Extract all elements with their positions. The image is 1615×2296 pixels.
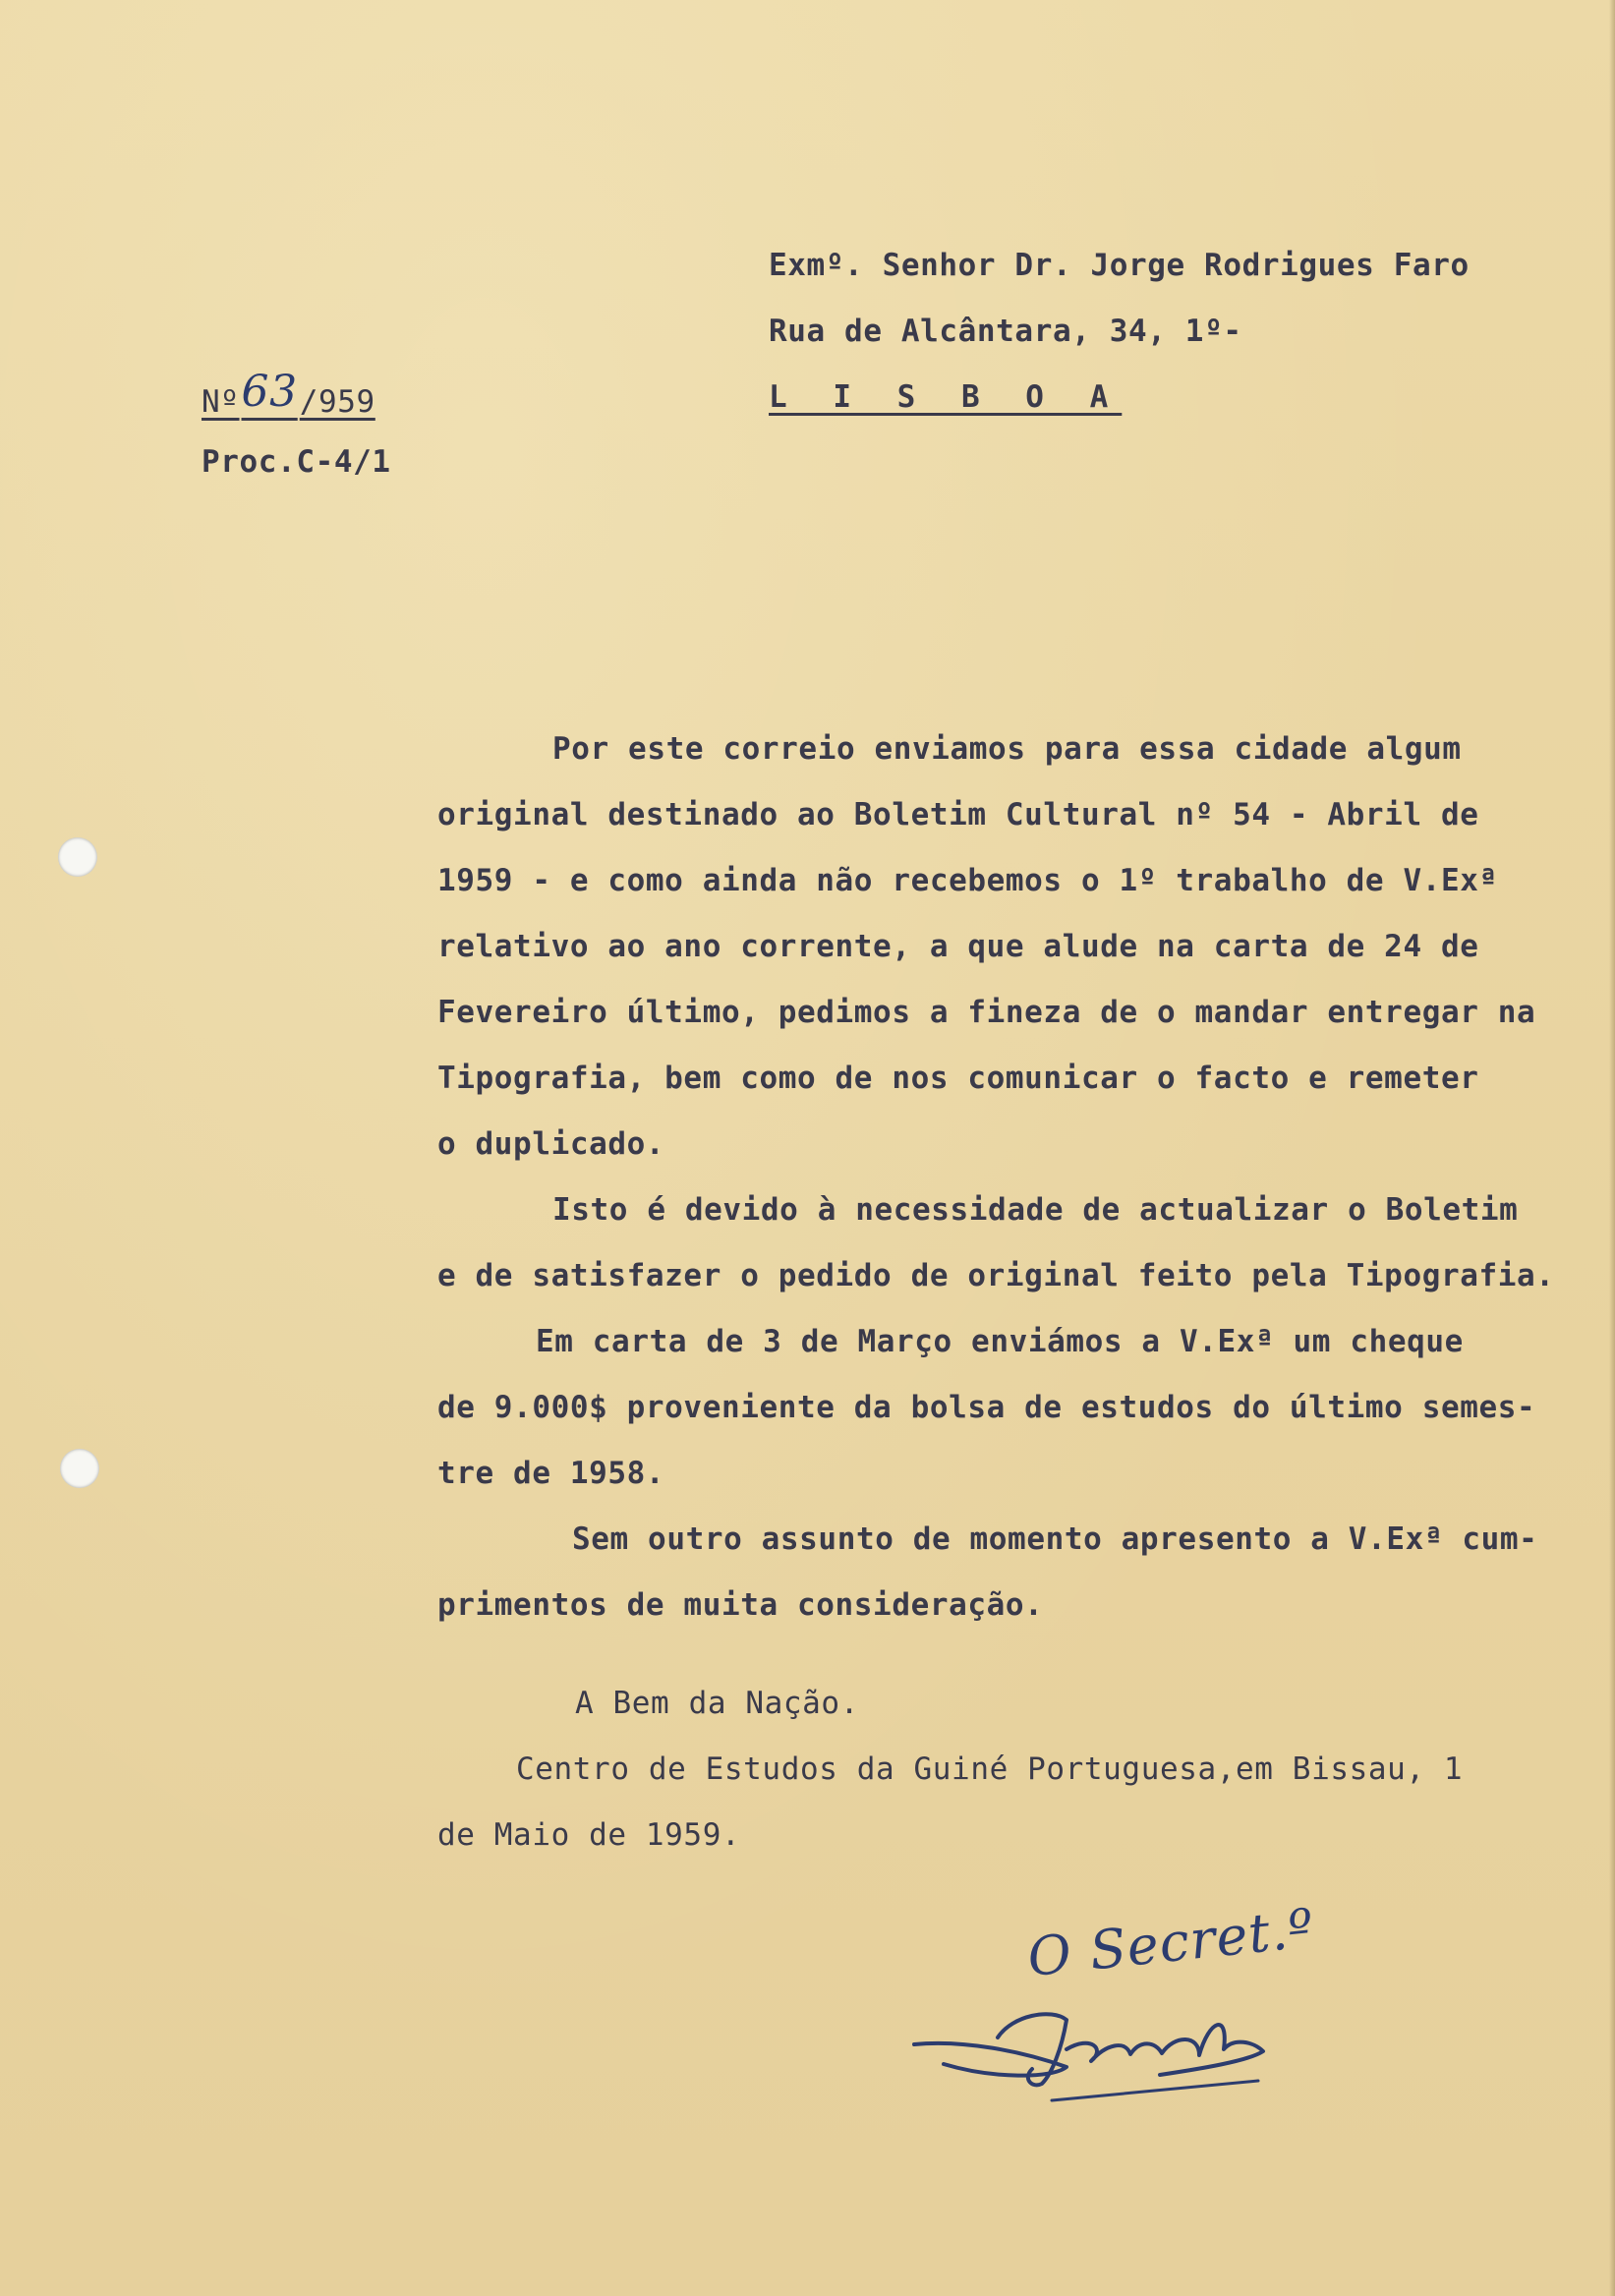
place-date-line-2: de Maio de 1959. xyxy=(437,1817,741,1853)
body-line: primentos de muita consideração. xyxy=(437,1587,1044,1623)
addressee-city: L I S B O A xyxy=(769,379,1123,415)
punch-hole-bottom xyxy=(60,1449,99,1488)
process-reference: Proc.C-4/1 xyxy=(202,444,391,480)
punch-hole-top xyxy=(58,837,97,877)
body-line: Isto é devido à necessidade de actualizar o Boletim xyxy=(552,1192,1519,1228)
body-line: 1959 - e como ainda não recebemos o 1º trabalho de V.Exª xyxy=(437,863,1498,898)
reference-suffix: /959 xyxy=(299,384,375,420)
reference-number xyxy=(202,367,375,420)
paper-edge-shadow xyxy=(1609,0,1615,2296)
salutation: A Bem da Nação. xyxy=(575,1686,859,1721)
body-line: relativo ao ano corrente, a que alude na carta de 24 de xyxy=(437,929,1479,964)
body-line: Tipografia, bem como de nos comunicar o facto e remeter xyxy=(437,1061,1479,1096)
reference-handwritten-number: 63 xyxy=(241,367,298,417)
body-line: Por este correio enviamos para essa cidade algum xyxy=(552,731,1462,767)
addressee-street: Rua de Alcântara, 34, 1º- xyxy=(769,314,1242,349)
handwritten-signature xyxy=(904,1990,1317,2118)
body-line: Em carta de 3 de Março enviámos a V.Exª um cheque xyxy=(536,1324,1464,1359)
body-line: o duplicado. xyxy=(437,1126,665,1162)
place-date-line-1: Centro de Estudos da Guiné Portuguesa,em Bissau, 1 xyxy=(516,1751,1464,1787)
body-line: Sem outro assunto de momento apresento a V.Exª cum- xyxy=(572,1521,1538,1557)
body-line: Fevereiro último, pedimos a fineza de o mandar entregar na xyxy=(437,995,1536,1030)
addressee-name: Exmº. Senhor Dr. Jorge Rodrigues Faro xyxy=(769,248,1470,283)
body-line: de 9.000$ proveniente da bolsa de estudos do último semes- xyxy=(437,1390,1536,1425)
body-line: original destinado ao Boletim Cultural nº 54 - Abril de xyxy=(437,797,1479,832)
signature-title: O Secret.º xyxy=(1024,1896,1318,1989)
reference-prefix: Nº xyxy=(202,384,240,420)
body-line: e de satisfazer o pedido de original feito pela Tipografia. xyxy=(437,1258,1555,1293)
body-line: tre de 1958. xyxy=(437,1456,665,1491)
